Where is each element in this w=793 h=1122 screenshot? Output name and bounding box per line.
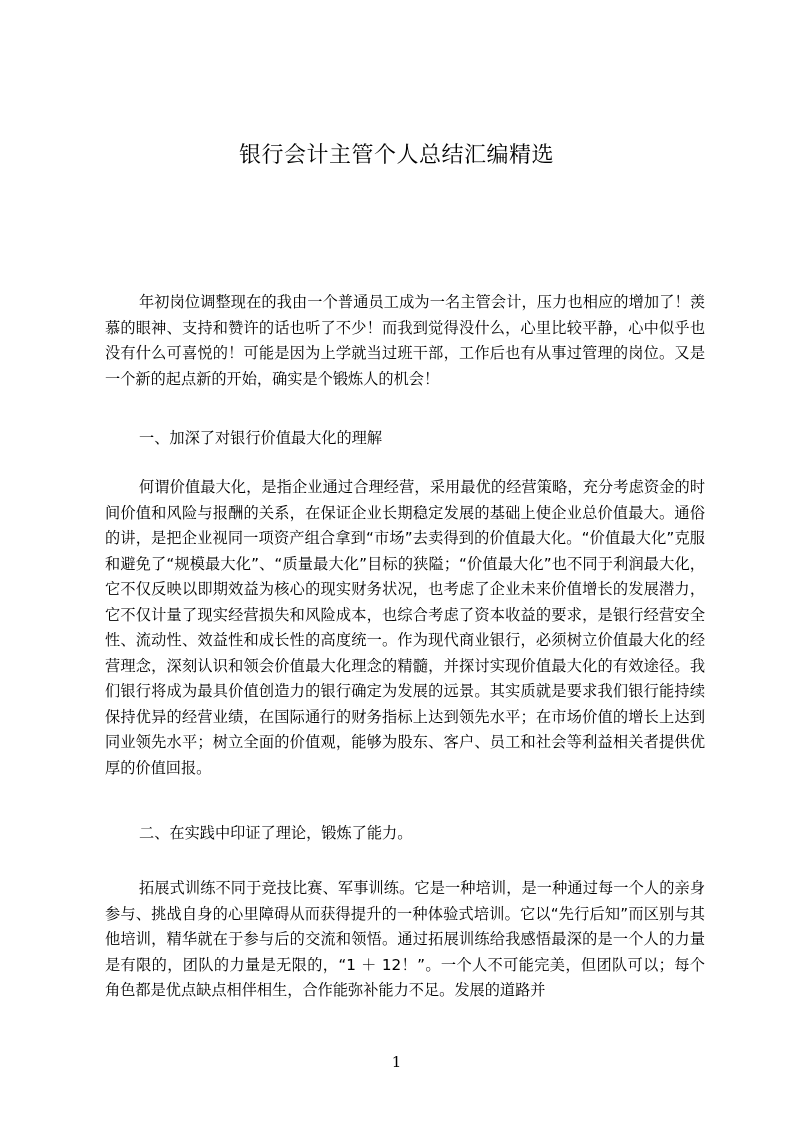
- section-2-paragraph: 拓展式训练不同于竞技比赛、军事训练。它是一种培训，是一种通过每一个人的亲身参与、挑战自身的心里障碍从而获得提升的一种体验式培训。它以“先行后知”而区别与其他培训，精华就在于参与后的交流和领悟。通过拓展训练给我感悟最深的是一个人的力量是有限的，团队的力量是无限的，“1 ＋ 12！”。一个人不可能完美，但团队可以；每个角色都是优点缺点相伴相生，合作能弥补能力不足。发展的道路并: [105, 879, 705, 999]
- page-title: 银行会计主管个人总结汇编精选: [238, 143, 554, 168]
- section-1-heading: 一、加深了对银行价值最大化的理解: [139, 429, 382, 447]
- page-number: 1: [391, 1053, 402, 1071]
- section-1-paragraph: 何谓价值最大化，是指企业通过合理经营，采用最优的经营策略，充分考虑资金的时间价值和风险与报酬的关系，在保证企业长期稳定发展的基础上使企业总价值最大。通俗的讲，是把企业视同一项资产组合拿到“市场”去卖得到的价值最大化。“价值最大化”克服和避免了“规模最大化”、“质量最大化”目标的狭隘；“价值最大化”也不同于利润最大化，它不仅反映以即期效益为核心的现实财务状况，也考虑了企业未来价值增长的发展潜力，它不仅计量了现实经营损失和风险成本，也综合考虑了资本收益的要求，是银行经营安全性、流动性、效益性和成长性的高度统一。作为现代商业银行，必须树立价值最大化的经营理念，深刻认识和领会价值最大化理念的精髓，并探讨实现价值最大化的有效途径。我们银行将成为最具价值创造力的银行确定为发展的远景。其实质就是要求我们银行能持续保持优异的经营业绩，在国际通行的财务指标上达到领先水平；在市场价值的增长上达到同业领先水平；树立全面的价值观，能够为股东、客户、员工和社会等利益相关者提供优厚的价值回报。: [105, 478, 705, 777]
- intro-paragraph: 年初岗位调整现在的我由一个普通员工成为一名主管会计，压力也相应的增加了！羡慕的眼神、支持和赞许的话也听了不少！而我到觉得没什么，心里比较平静，心中似乎也没有什么可喜悦的！可能是因为上学就当过班干部，工作后也有从事过管理的岗位。又是一个新的起点新的开始，确实是个锻炼人的机会！: [105, 293, 705, 388]
- section-2-heading: 二、在实践中印证了理论，锻炼了能力。: [139, 824, 413, 842]
